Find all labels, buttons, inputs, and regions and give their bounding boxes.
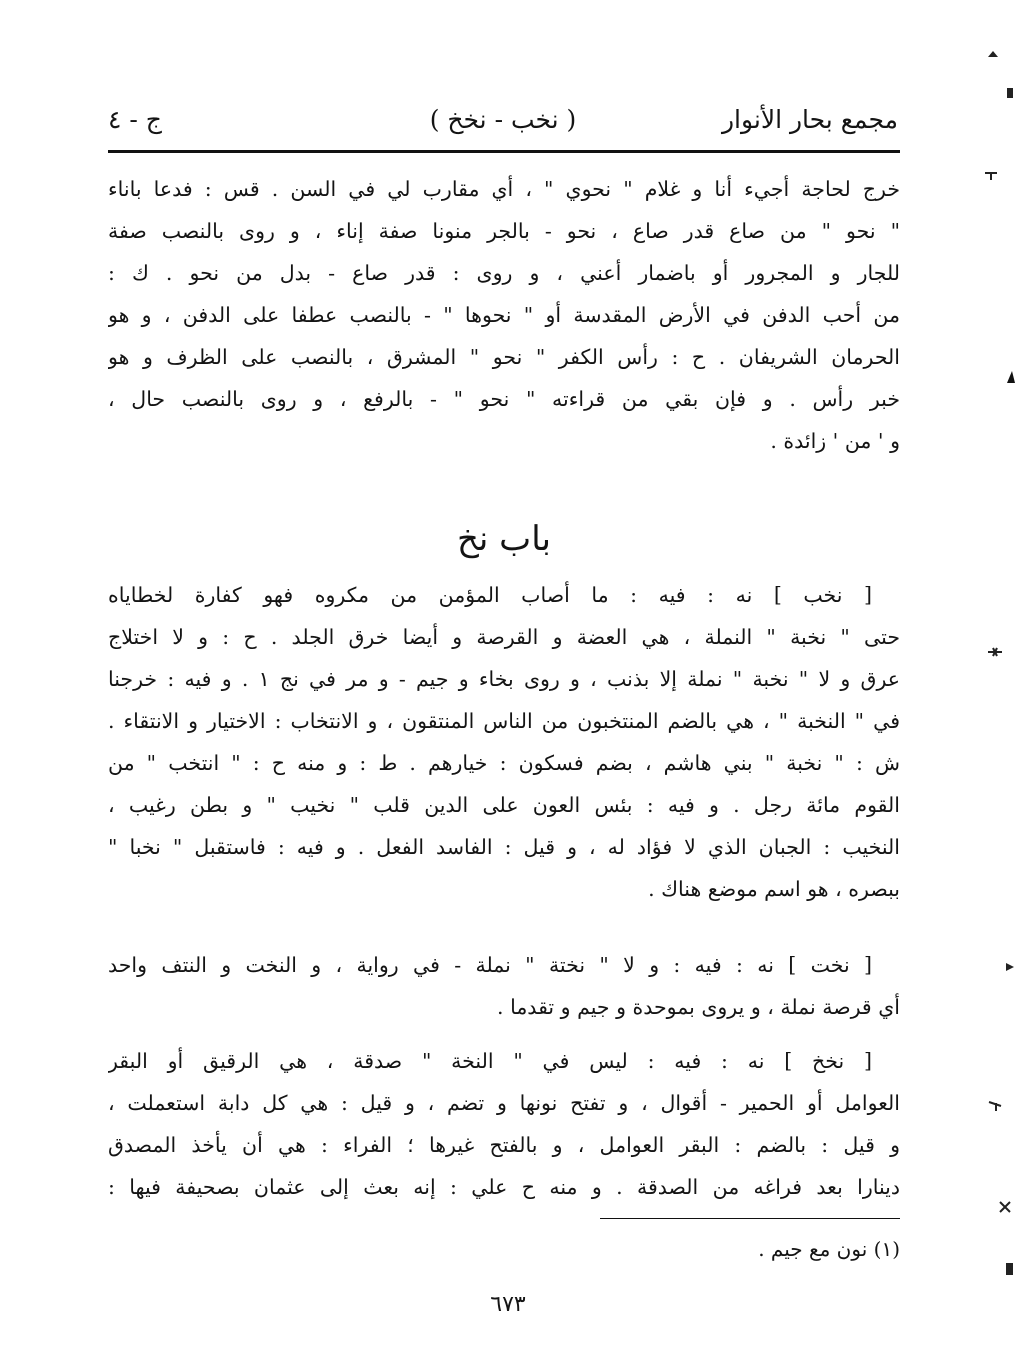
text-line: و قيل : بالضم : البقر العوامل ، و بالفتح غيرها ؛ الفراء : هي أن يأخذ المصدق: [108, 1133, 900, 1157]
entry-range: ( نخب - نخخ ): [429, 105, 577, 134]
text-line: [ نخت ] نه : فيه : و لا " نختة " نملة - في رواية ، و النخت و النتف واحد: [108, 953, 872, 977]
scan-speck-icon: [988, 1098, 1002, 1112]
text-line: [ نخخ ] نه : فيه : ليس في " النخة " صدقة ، هي الرقيق أو البقر: [108, 1049, 872, 1073]
book-title: مجمع بحار الأنوار: [721, 105, 898, 134]
volume-label: ج - ٤: [108, 105, 162, 134]
scan-speck-icon: [1002, 370, 1016, 384]
scan-speck-icon: [986, 48, 1000, 62]
text-line: أي قرصة نملة ، و يروى بموحدة و جيم و تقدما .: [497, 995, 900, 1019]
footnote: (١) نون مع جيم .: [758, 1237, 900, 1261]
header-rule: [108, 150, 900, 153]
scan-speck-icon: [1002, 86, 1016, 100]
scan-speck-icon: [1002, 1262, 1016, 1276]
text-line: حتى " نخبة " النملة ، هي العضة و القرصة و أيضا خرق الجلد . ح : و لا اختلاج: [108, 625, 900, 649]
text-line: و ' من ' زائدة .: [770, 429, 900, 453]
text-line: العوامل أو الحمير - أقوال ، و تفتح نونها و تضم ، و قيل : هي كل دابة استعملت ،: [108, 1091, 900, 1115]
entry-nakhab: [108, 574, 900, 910]
text-line: للجار و المجرور أو باضمار أعني ، و روى : قدر صاع - بدل من نحو . ك :: [108, 261, 900, 285]
text-line: خبر رأس . و فإن بقي من قراءته " نحو " - بالرفع ، و روى بالنصب حال ،: [108, 387, 900, 411]
text-line: ش : " نخبة " بني هاشم ، بضم فسكون : خيارهم . ط : و منه ح : " انتخب " من: [108, 751, 900, 775]
entry-nakhkh: [108, 1040, 900, 1208]
text-line: دينارا بعد فراغه من الصدقة . و منه ح علي : إنه بعث إلى عثمان بصحيفة فيها :: [108, 1175, 900, 1199]
scan-speck-icon: [988, 645, 1002, 659]
text-line: خرج لحاجة أجيء أنا و غلام " نحوي " ، أي مقارب لي في السن . قس : فدعا باناء: [108, 177, 900, 201]
text-line: الحرمان الشريفان . ح : رأس الكفر " نحو " المشرق ، بالنصب على الظرف و هو: [108, 345, 900, 369]
footnote-rule: [600, 1218, 900, 1219]
text-line: القوم مائة رجل . و فيه : بئس العون على الدين قلب " نخيب " و بطن رغيب ،: [108, 793, 900, 817]
scan-speck-icon: [998, 1200, 1012, 1214]
running-header: [108, 100, 898, 148]
text-line: النخيب : الجبان الذي لا فؤاد له ، و قيل : الفاسد الفعل . و فيه : فاستقبل " نخبا ": [108, 835, 900, 859]
text-line: من أحب الدفن في الأرض المقدسة أو " نحوها " - بالنصب عطفا على الدفن ، و هو: [108, 303, 900, 327]
scan-speck-icon: [1002, 960, 1016, 974]
text-line: ببصره ، هو اسم موضع هناك .: [648, 877, 900, 901]
text-line: في " النخبة " ، هي بالضم المنتخبون من الناس المنتقون ، و الانتخاب : الاختيار و الانتقاء .: [108, 709, 900, 733]
entry-nakhat: [108, 944, 900, 1028]
paragraph-nahw-continuation: [108, 168, 900, 462]
text-line: [ نخب ] نه : فيه : ما أصاب المؤمن من مكروه فهو كفارة لخطاياه: [108, 583, 872, 607]
scan-speck-icon: [984, 168, 998, 182]
text-line: عرق و لا " نخبة " نملة إلا بذنب ، و روى بخاء و جيم - و مر في نج ١ . و فيه : خرجنا: [108, 667, 900, 691]
section-title: باب نخ: [456, 519, 552, 559]
page-number: ٦٧٣: [490, 1292, 526, 1317]
text-line: " نحو " من صاع قدر صاع ، نحو - بالجر منونا صفة إناء ، و روى بالنصب صفة: [108, 219, 900, 243]
